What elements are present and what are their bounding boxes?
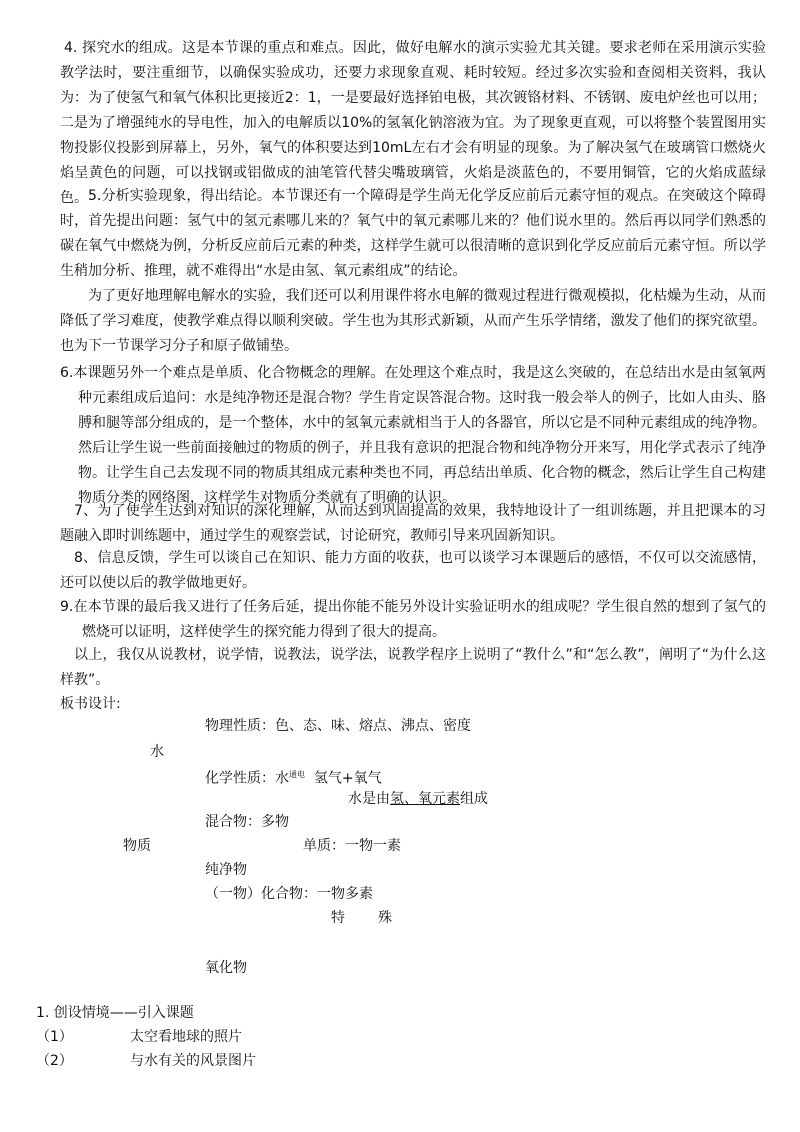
board-mixture: 混合物：多物 (205, 814, 289, 830)
paragraph-summary: 以上，我仅从说教材，说学情，说教法，说学法，说教学程序上说明了“教什么”和“怎么教”，阐明了“为什么这样教”。 (60, 647, 766, 688)
board-water-composition (348, 789, 488, 809)
board-chem-prefix: 化学性质：水 (205, 770, 289, 787)
board-compound: （一物）化合物：一物多素 (205, 886, 373, 902)
board-comp-prefix: 水是由 (348, 791, 390, 807)
paragraph-6: 6.本课题另外一个难点是单质、化合物概念的理解。在处理这个难点时，我是这么突破的，在总结出水是由氢氧两种元素组成后追问：水是纯净物还是混合物？学生肯定误答混合物。这时我一般会举人的例子，比如人由头、胳膊和腿等部分组成的，是一个整体，水中的氢氧元素就相当于人的各器官，所以它是不同种元素组成的纯净物。然后让学生说一些前面接触过的物质的例子，并且我有意识的把混合物和纯净物分开来写，用化学式表示了纯净物。让学生自己去发现不同的物质其组成元素种类也不同，再总结出单质、化合物的概念，然后让学生自己构建物质分类的网络图，这样学生对物质分类就有了明确的认识。 (60, 365, 766, 506)
board-chemical-properties (205, 765, 382, 789)
paragraph-5-continued: 为了更好地理解电解水的实验，我们还可以利用课件将水电解的微观过程进行微观模拟，化枯燥为生动，从而降低了学习难度，使教学难点得以顺利突破。学生也为其形式新颖，从而产生乐学情绪，激发了他们的探究欲望。也为下一节课学习分子和原子做铺垫。 (60, 288, 766, 354)
board-matter: 物质 (123, 838, 151, 854)
board-chem-products: 氢气+氧气 (313, 770, 382, 787)
paragraph-5: 5.分析实验现象，得出结论。本节课还有一个障碍是学生尚无化学反应前后元素守恒的观点。在突破这个障碍时，首先提出问题：氢气中的氢元素哪儿来的？氧气中的氧元素哪儿来的？他们说水里的。然后再以同学们熟悉的碳在氧气中燃烧为例，分析反应前后元素的种类，这样学生就可以很清晰的意识到化学反应前后元素守恒。所以学生稍加分析、推理，就不难得出“水是由氢、氧元素组成”的结论。 (60, 188, 766, 279)
board-heading: 板书设计: (60, 696, 121, 712)
paragraph-8: 8、信息反馈，学生可以谈自己在知识、能力方面的收获，也可以谈学习本课题后的感悟，不仅可以交流感情，还可以使以后的教学做地更好。 (60, 550, 766, 591)
board-pure-substance: 纯净物 (205, 862, 247, 878)
board-oxide: 氧化物 (205, 960, 247, 976)
outline-item-1: 1. 创设情境——引入课题 (36, 1005, 194, 1021)
board-special-1: 特 (331, 910, 345, 926)
paragraph-4: 4. 探究水的组成。这是本节课的重点和难点。因此，做好电解水的演示实验尤其关键。要求老师在采用演示实验教学法时，要注重细节，以确保实验成功，还要力求现象直观、耗时较短。经过多次实验和查阅相关资料，我认为：为了使氢气和氧气体积比更接近2：1，一是要最好选择铂电极，其次镀铬材料、不锈钢、废电炉丝也可以用；二是为了增强纯水的导电性，加入的电解质以10%的氢氧化钠溶液为宜。为了现象更直观，可以将整个装置图用实物投影仪投影到屏幕上，另外，氧气的体积要达到10mL左右才会有明显的现象。为了解决氢气在玻璃管口燃烧火焰呈黄色的问题，可以找钢或铝做成的油笔管代替尖嘴玻璃管，火焰是淡蓝色的，不要用铜管，它的火焰成蓝绿色。 (60, 40, 766, 206)
paragraph-7: 7、为了使学生达到对知识的深化理解，从而达到巩固提高的效果，我特地设计了一组训练题，并且把课本的习题融入即时训练题中，通过学生的观察尝试，讨论研究，教师引导来巩固新知识。 (60, 503, 766, 544)
outline-sub-1-text: 太空看地球的照片 (130, 1029, 242, 1045)
board-element: 单质：一物一素 (303, 838, 401, 854)
outline-sub-1-number: （1） (36, 1029, 73, 1045)
board-chem-condition: 通电 (289, 770, 305, 779)
outline-sub-2-number: （2） (36, 1053, 73, 1069)
board-special-2: 殊 (378, 910, 392, 926)
board-comp-suffix: 组成 (460, 791, 488, 807)
board-comp-underlined: 氢、氧元素 (390, 791, 460, 807)
outline-sub-2-text: 与水有关的风景图片 (130, 1053, 256, 1069)
board-physical-properties: 物理性质：色、态、味、熔点、沸点、密度 (205, 718, 471, 734)
paragraph-9: 9.在本节课的最后我又进行了任务后延，提出你能不能另外设计实验证明水的组成呢？学生很自然的想到了氢气的燃烧可以证明，这样使学生的探究能力得到了很大的提高。 (60, 599, 766, 640)
board-water-label: 水 (150, 744, 164, 760)
